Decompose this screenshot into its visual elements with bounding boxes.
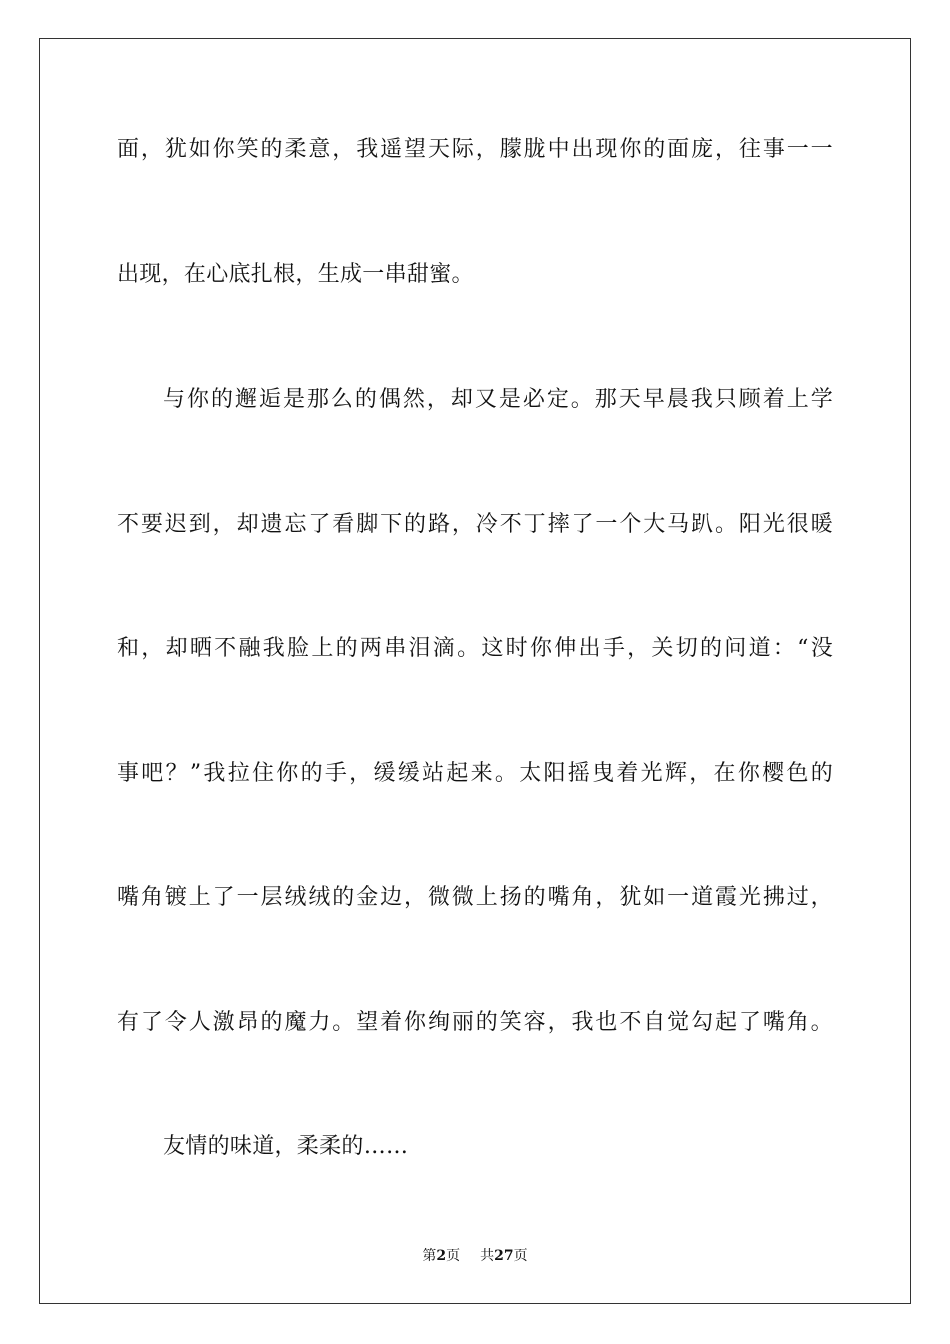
page-footer — [0, 1247, 950, 1265]
text-line-8: 有了令人激昂的魔力。望着你绚丽的笑容，我也不自觉勾起了嘴角。 — [117, 1010, 833, 1035]
text-line-2: 出现，在心底扎根，生成一串甜蜜。 — [117, 262, 474, 287]
page-border — [39, 38, 911, 1304]
text-line-9: 友情的味道，柔柔的…… — [163, 1134, 409, 1159]
total-pages: 27 — [494, 1248, 514, 1264]
text-line-3: 与你的邂逅是那么的偶然，却又是必定。那天早晨我只顾着上学 — [163, 387, 833, 412]
text-line-5: 和，却晒不融我脸上的两串泪滴。这时你伸出手，关切的问道：“没 — [117, 636, 833, 661]
text-line-4: 不要迟到，却遗忘了看脚下的路，冷不丁摔了一个大马趴。阳光很暖 — [117, 512, 833, 537]
total-suffix: 页 — [513, 1248, 528, 1264]
text-line-1: 面，犹如你笑的柔意，我遥望天际，朦胧中出现你的面庞，往事一一 — [117, 137, 833, 162]
page-number: 2 — [436, 1248, 447, 1264]
page-suffix: 页 — [446, 1248, 461, 1264]
page-prefix: 第 — [422, 1248, 437, 1264]
text-line-7: 嘴角镀上了一层绒绒的金边，微微上扬的嘴角，犹如一道霞光拂过， — [117, 885, 833, 910]
total-prefix: 共 — [480, 1248, 495, 1264]
text-line-6: 事吧？”我拉住你的手，缓缓站起来。太阳摇曳着光辉，在你樱色的 — [117, 761, 833, 786]
